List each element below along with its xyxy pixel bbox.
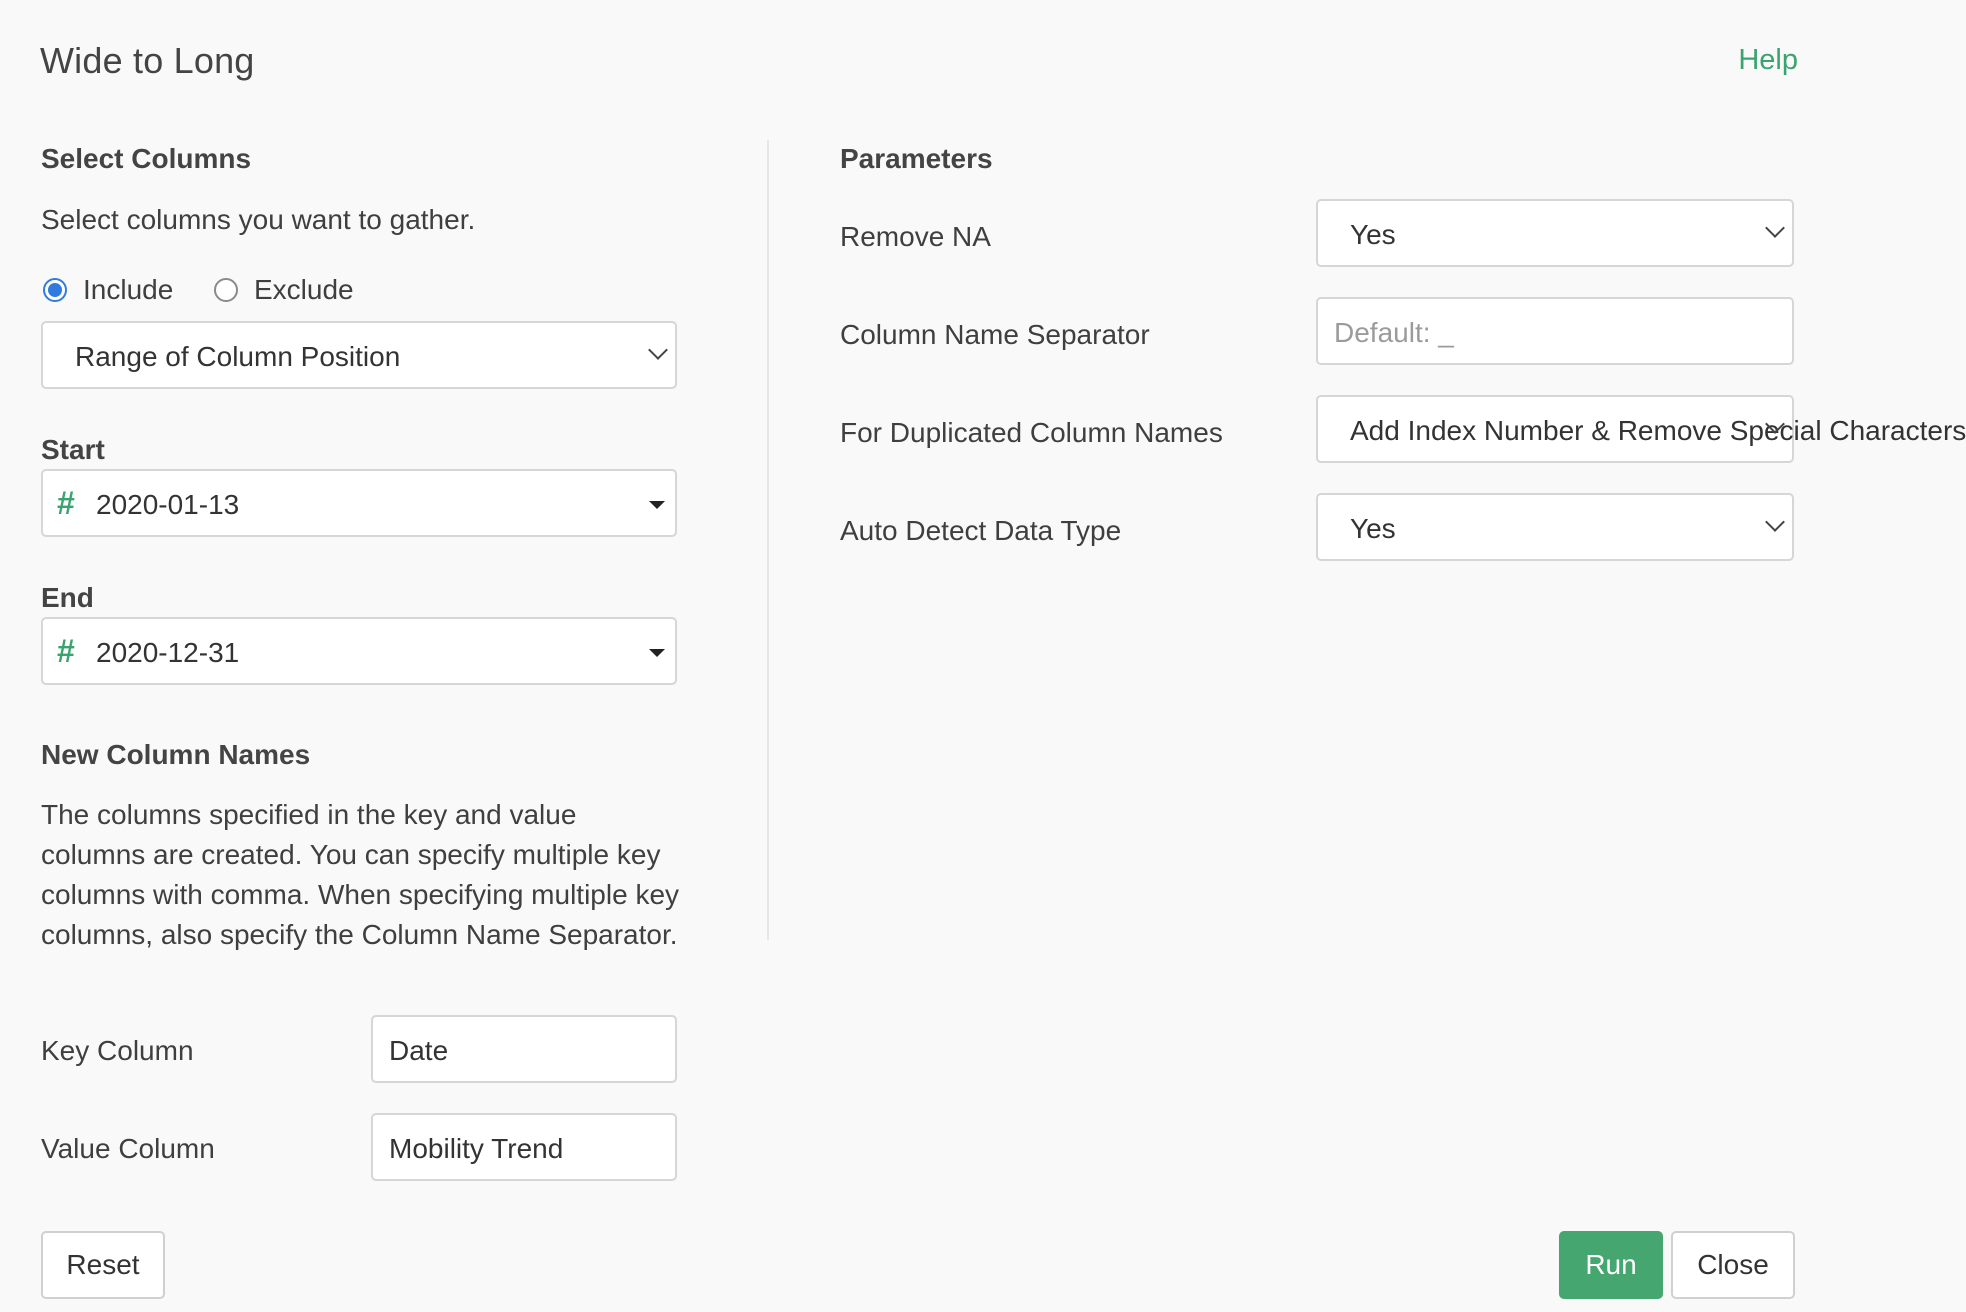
new-column-names-heading: New Column Names <box>41 739 311 770</box>
close-button[interactable]: Close <box>1671 1231 1795 1299</box>
exclude-label: Exclude <box>254 274 354 305</box>
include-label: Include <box>83 274 174 305</box>
select-columns-heading: Select Columns <box>41 143 252 174</box>
duplicated-names-select[interactable] <box>1316 395 1966 463</box>
reset-button[interactable]: Reset <box>41 1231 165 1299</box>
key-column-value: Date <box>389 1035 449 1066</box>
include-radio[interactable] <box>43 278 67 302</box>
chevron-down-icon <box>1765 218 1785 238</box>
hash-icon: # <box>57 633 75 669</box>
remove-na-select[interactable] <box>1316 199 1794 267</box>
separator-placeholder: Default: _ <box>1334 317 1454 348</box>
auto-detect-value: Yes <box>1350 513 1396 544</box>
remove-na-label: Remove NA <box>840 221 991 252</box>
start-label: Start <box>41 434 105 465</box>
exclude-radio-option[interactable] <box>212 276 372 306</box>
auto-detect-select[interactable] <box>1316 493 1794 561</box>
start-column-select[interactable] <box>41 469 677 537</box>
end-column-value: 2020-12-31 <box>96 637 240 668</box>
chevron-down-icon <box>1765 512 1785 532</box>
new-column-names-description: The columns specified in the key and value columns are created. You can specify multiple key columns with comma. When specifying multiple key columns, also specify the Column Name Separator. <box>41 799 680 950</box>
select-columns-description: Select columns you want to gather. <box>41 204 476 235</box>
include-radio-option[interactable] <box>41 276 191 306</box>
help-link[interactable]: Help <box>1738 44 1798 76</box>
key-column-label: Key Column <box>41 1035 194 1066</box>
chevron-down-icon <box>648 340 668 360</box>
selection-type-select[interactable] <box>41 321 677 389</box>
duplicated-names-value: Add Index Number & Remove Special Characters <box>1350 415 1966 446</box>
parameters-heading: Parameters <box>840 143 993 174</box>
value-column-value: Mobility Trend <box>389 1133 564 1164</box>
selection-type-value: Range of Column Position <box>75 341 401 372</box>
value-column-input[interactable] <box>371 1113 677 1181</box>
separator-input[interactable] <box>1316 297 1794 365</box>
value-column-label: Value Column <box>41 1133 215 1164</box>
auto-detect-label: Auto Detect Data Type <box>840 515 1122 546</box>
hash-icon: # <box>57 485 75 521</box>
duplicated-names-label: For Duplicated Column Names <box>840 417 1223 448</box>
separator-label: Column Name Separator <box>840 319 1150 350</box>
column-divider <box>767 140 769 940</box>
dialog-title: Wide to Long <box>40 40 255 81</box>
key-column-input[interactable] <box>371 1015 677 1083</box>
caret-down-icon <box>649 501 665 509</box>
end-column-select[interactable] <box>41 617 677 685</box>
exclude-radio[interactable] <box>214 278 238 302</box>
end-label: End <box>41 582 94 613</box>
caret-down-icon <box>649 649 665 657</box>
remove-na-value: Yes <box>1350 219 1396 250</box>
run-button[interactable]: Run <box>1559 1231 1663 1299</box>
start-column-value: 2020-01-13 <box>96 489 240 520</box>
